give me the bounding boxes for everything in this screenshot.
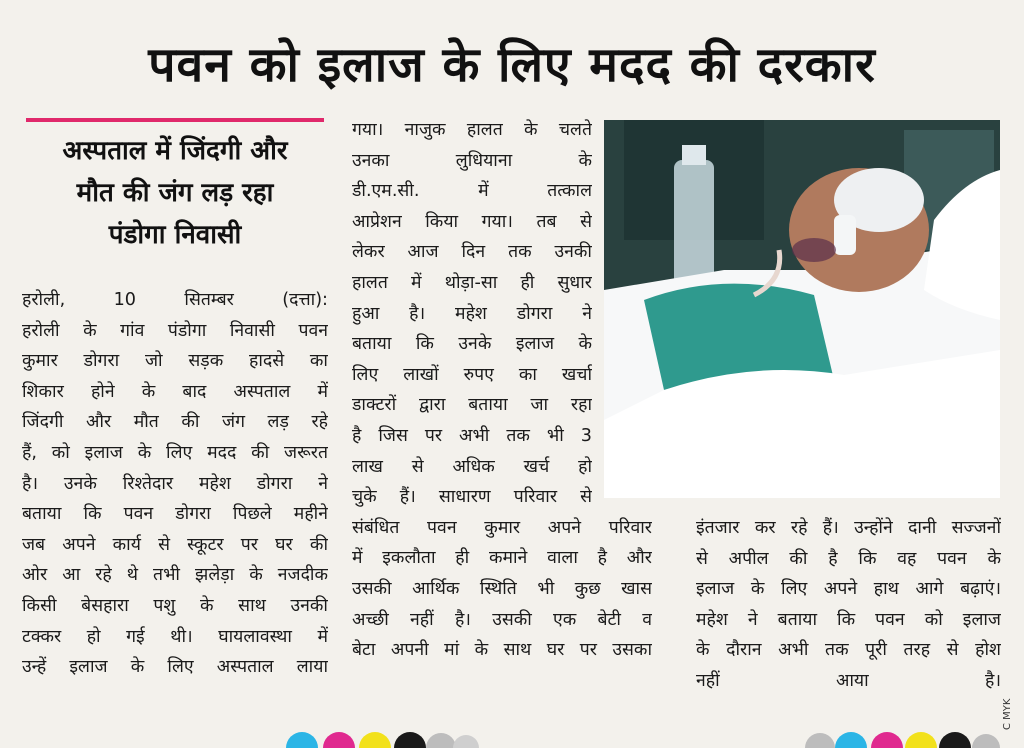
text-line: ओर आ रहे थे तभी झलेड़ा के नजदीक [22, 565, 328, 586]
text-line: से अपील की है कि वह पवन के [696, 548, 1001, 569]
text-line: है जिस पर अभी तक भी 3 [352, 425, 592, 446]
text-line: जिंदगी और मौत की जंग लड़ रहे [22, 412, 328, 433]
text-line: आप्रेशन किया गया। तब से [352, 211, 592, 232]
text-line: शिकार होने के बाद अस्पताल में [22, 381, 328, 402]
text-line: हरोली के गांव पंडोगा निवासी पवन [22, 320, 328, 341]
text-line: हैं, को इलाज के लिए मदद की जरूरत [22, 442, 328, 463]
text-line: डाक्टरों द्वारा बताया जा रहा [352, 395, 592, 416]
text-line: इलाज के लिए अपने हाथ आगे बढ़ाएं। [696, 579, 1001, 600]
sub-headline-rule [26, 118, 324, 122]
hospital-patient-icon [604, 120, 1000, 498]
text-line: हालत में थोड़ा-सा ही सुधार [352, 272, 592, 293]
article-column-2 [352, 115, 652, 666]
sub-headline-line: पंडोगा निवासी [108, 220, 242, 250]
headline: पवन को इलाज के लिए मदद की दरकार [148, 37, 876, 93]
text-line: उसकी आर्थिक स्थिति भी कुछ खास [352, 578, 652, 599]
text-line: हुआ है। महेश डोगरा ने [352, 303, 592, 324]
text-line: टक्कर हो गई थी। घायलावस्था में [22, 626, 328, 647]
text-line: किसी बेसहारा पशु के साथ उनकी [22, 595, 328, 616]
swatch-group-right [805, 732, 1000, 748]
text-line: नहीं आया है। [696, 670, 1001, 691]
sub-headline-line: अस्पताल में जिंदगी और [62, 136, 288, 166]
text-line: इंतजार कर रहे हैं। उन्होंने दानी सज्जनों [696, 518, 1001, 538]
text-line: अच्छी नहीं है। उसकी एक बेटी व [352, 609, 652, 630]
text-line: हरोली, 10 सितम्बर (दत्ता): [22, 290, 328, 310]
text-line: बताया कि उनके इलाज के [352, 334, 592, 355]
text-line: है। उनके रिश्तेदार महेश डोगरा ने [22, 473, 328, 494]
text-line: लाख से अधिक खर्च हो [352, 456, 592, 477]
text-line: चुके हैं। साधारण परिवार से [352, 487, 592, 508]
text-line: गया। नाजुक हालत के चलते [352, 120, 592, 140]
text-line: बताया कि पवन डोगरा पिछले महीने [22, 504, 328, 525]
text-line: लेकर आज दिन तक उनकी [352, 242, 592, 263]
text-line: संबंधित पवन कुमार अपने परिवार [352, 517, 652, 538]
text-line: में इकलौता ही कमाने वाला है और [352, 548, 652, 569]
article-column-1 [22, 285, 328, 683]
text-line: लिए लाखों रुपए का खर्चा [352, 364, 592, 385]
patient-photo [604, 120, 1000, 498]
text-line: बेटा अपनी मां के साथ घर पर उसका [352, 640, 652, 661]
article-column-3 [696, 513, 1001, 697]
swatch-group-left [286, 732, 479, 748]
text-line: कुमार डोगरा जो सड़क हादसे का [22, 351, 328, 372]
text-line: उन्हें इलाज के लिए अस्पताल लाया [22, 657, 328, 678]
text-line: डी.एम.सी. में तत्काल [352, 181, 592, 202]
text-line: उनका लुधियाना के [352, 150, 592, 171]
text-line: के दौरान अभी तक पूरी तरह से होश [696, 640, 1001, 661]
sub-headline-line: मौत की जंग लड़ रहा [76, 178, 274, 208]
color-registration-strip [0, 726, 1024, 748]
text-line: महेश ने बताया कि पवन को इलाज [696, 609, 1001, 630]
text-line: जब अपने कार्य से स्कूटर पर घर की [22, 534, 328, 555]
print-mark: C MYK [1002, 698, 1013, 730]
sub-headline [22, 130, 328, 256]
